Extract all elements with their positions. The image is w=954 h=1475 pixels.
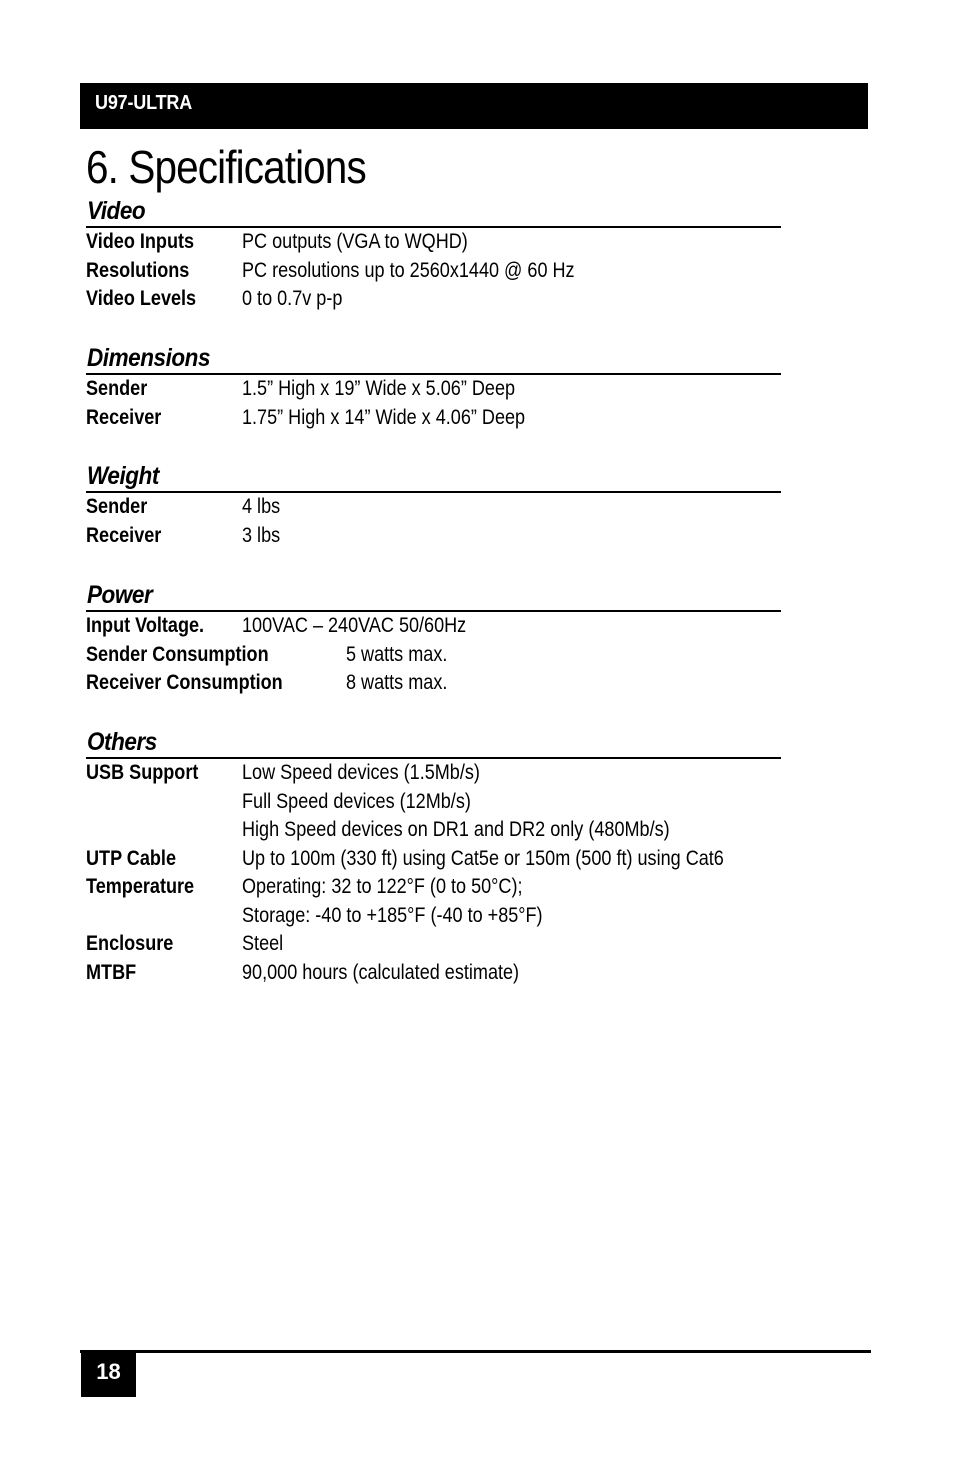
spec-row-usb-support-cont	[86, 816, 781, 845]
spec-label: Receiver Consumption	[86, 671, 283, 694]
page-number: 18	[96, 1359, 121, 1384]
spec-row-video-levels	[86, 285, 781, 314]
spec-label: UTP Cable	[86, 846, 177, 870]
header-bar	[80, 83, 868, 129]
section-heading-others: Others	[86, 727, 781, 759]
section-heading-weight: Weight	[86, 461, 781, 493]
page-title: 6. Specifications	[86, 141, 366, 193]
spec-label: Input Voltage.	[86, 614, 205, 637]
spec-row-resolutions	[86, 257, 781, 286]
spec-value: High Speed devices on DR1 and DR2 only (480Mb/s)	[242, 818, 670, 841]
spec-row-video-inputs	[86, 228, 781, 257]
spec-value: PC outputs (VGA to WQHD)	[242, 230, 468, 253]
spec-row-temperature	[86, 873, 781, 902]
spec-row-enclosure	[86, 930, 781, 959]
footer-rule	[80, 1350, 871, 1353]
spec-label: USB Support	[86, 761, 199, 784]
section-others	[86, 727, 781, 987]
section-video	[86, 196, 781, 314]
section-dimensions	[86, 343, 781, 432]
section-heading-video: Video	[86, 196, 781, 228]
spec-value: Operating: 32 to 122°F (0 to 50°C);	[242, 875, 523, 898]
spec-value: Steel	[242, 932, 284, 955]
spec-row-temperature-cont	[86, 902, 781, 931]
spec-value: 1.75” High x 14” Wide x 4.06” Deep	[242, 405, 526, 429]
section-weight	[86, 461, 781, 550]
section-heading-dimensions: Dimensions	[86, 343, 781, 375]
spec-row-mtbf	[86, 959, 781, 988]
spec-value: 3 lbs	[242, 523, 281, 547]
spec-value: 8 watts max.	[346, 671, 448, 694]
spec-label: Receiver	[86, 523, 162, 547]
spec-row-usb-support-cont	[86, 788, 781, 817]
spec-row-receiver	[86, 522, 781, 551]
spec-label: Sender	[86, 377, 148, 400]
spec-row-receiver-consumption	[86, 669, 781, 698]
spec-row-receiver	[86, 404, 781, 433]
spec-value: PC resolutions up to 2560x1440 @ 60 Hz	[242, 258, 575, 282]
section-heading-power: Power	[86, 580, 781, 612]
spec-label: Video Inputs	[86, 230, 195, 253]
spec-label: Receiver	[86, 405, 162, 429]
spec-value: 4 lbs	[242, 495, 281, 518]
spec-row-sender	[86, 375, 781, 404]
spec-row-usb-support	[86, 759, 781, 788]
spec-value: Storage: -40 to +185°F (-40 to +85°F)	[242, 903, 543, 927]
spec-row-utp-cable	[86, 845, 781, 874]
spec-row-sender	[86, 493, 781, 522]
spec-value: 5 watts max.	[346, 642, 448, 666]
spec-label: Sender	[86, 495, 148, 518]
spec-value: 100VAC – 240VAC 50/60Hz	[242, 614, 467, 637]
spec-value: 1.5” High x 19” Wide x 5.06” Deep	[242, 377, 516, 400]
spec-value: 90,000 hours (calculated estimate)	[242, 960, 520, 984]
spec-row-input-voltage	[86, 612, 781, 641]
spec-value: Up to 100m (330 ft) using Cat5e or 150m (500 ft) using Cat6	[242, 846, 724, 870]
spec-label: Temperature	[86, 875, 195, 898]
spec-label: Resolutions	[86, 258, 190, 282]
spec-label: Video Levels	[86, 287, 197, 310]
spec-row-sender-consumption	[86, 641, 781, 670]
spec-label: MTBF	[86, 960, 137, 984]
section-power	[86, 580, 781, 698]
spec-value: 0 to 0.7v p-p	[242, 287, 343, 310]
spec-value: Low Speed devices (1.5Mb/s)	[242, 761, 480, 784]
product-name: U97-ULTRA	[95, 92, 193, 114]
page-number-box	[81, 1350, 136, 1397]
spec-label: Sender Consumption	[86, 642, 269, 666]
spec-label: Enclosure	[86, 932, 174, 955]
spec-value: Full Speed devices (12Mb/s)	[242, 789, 471, 813]
